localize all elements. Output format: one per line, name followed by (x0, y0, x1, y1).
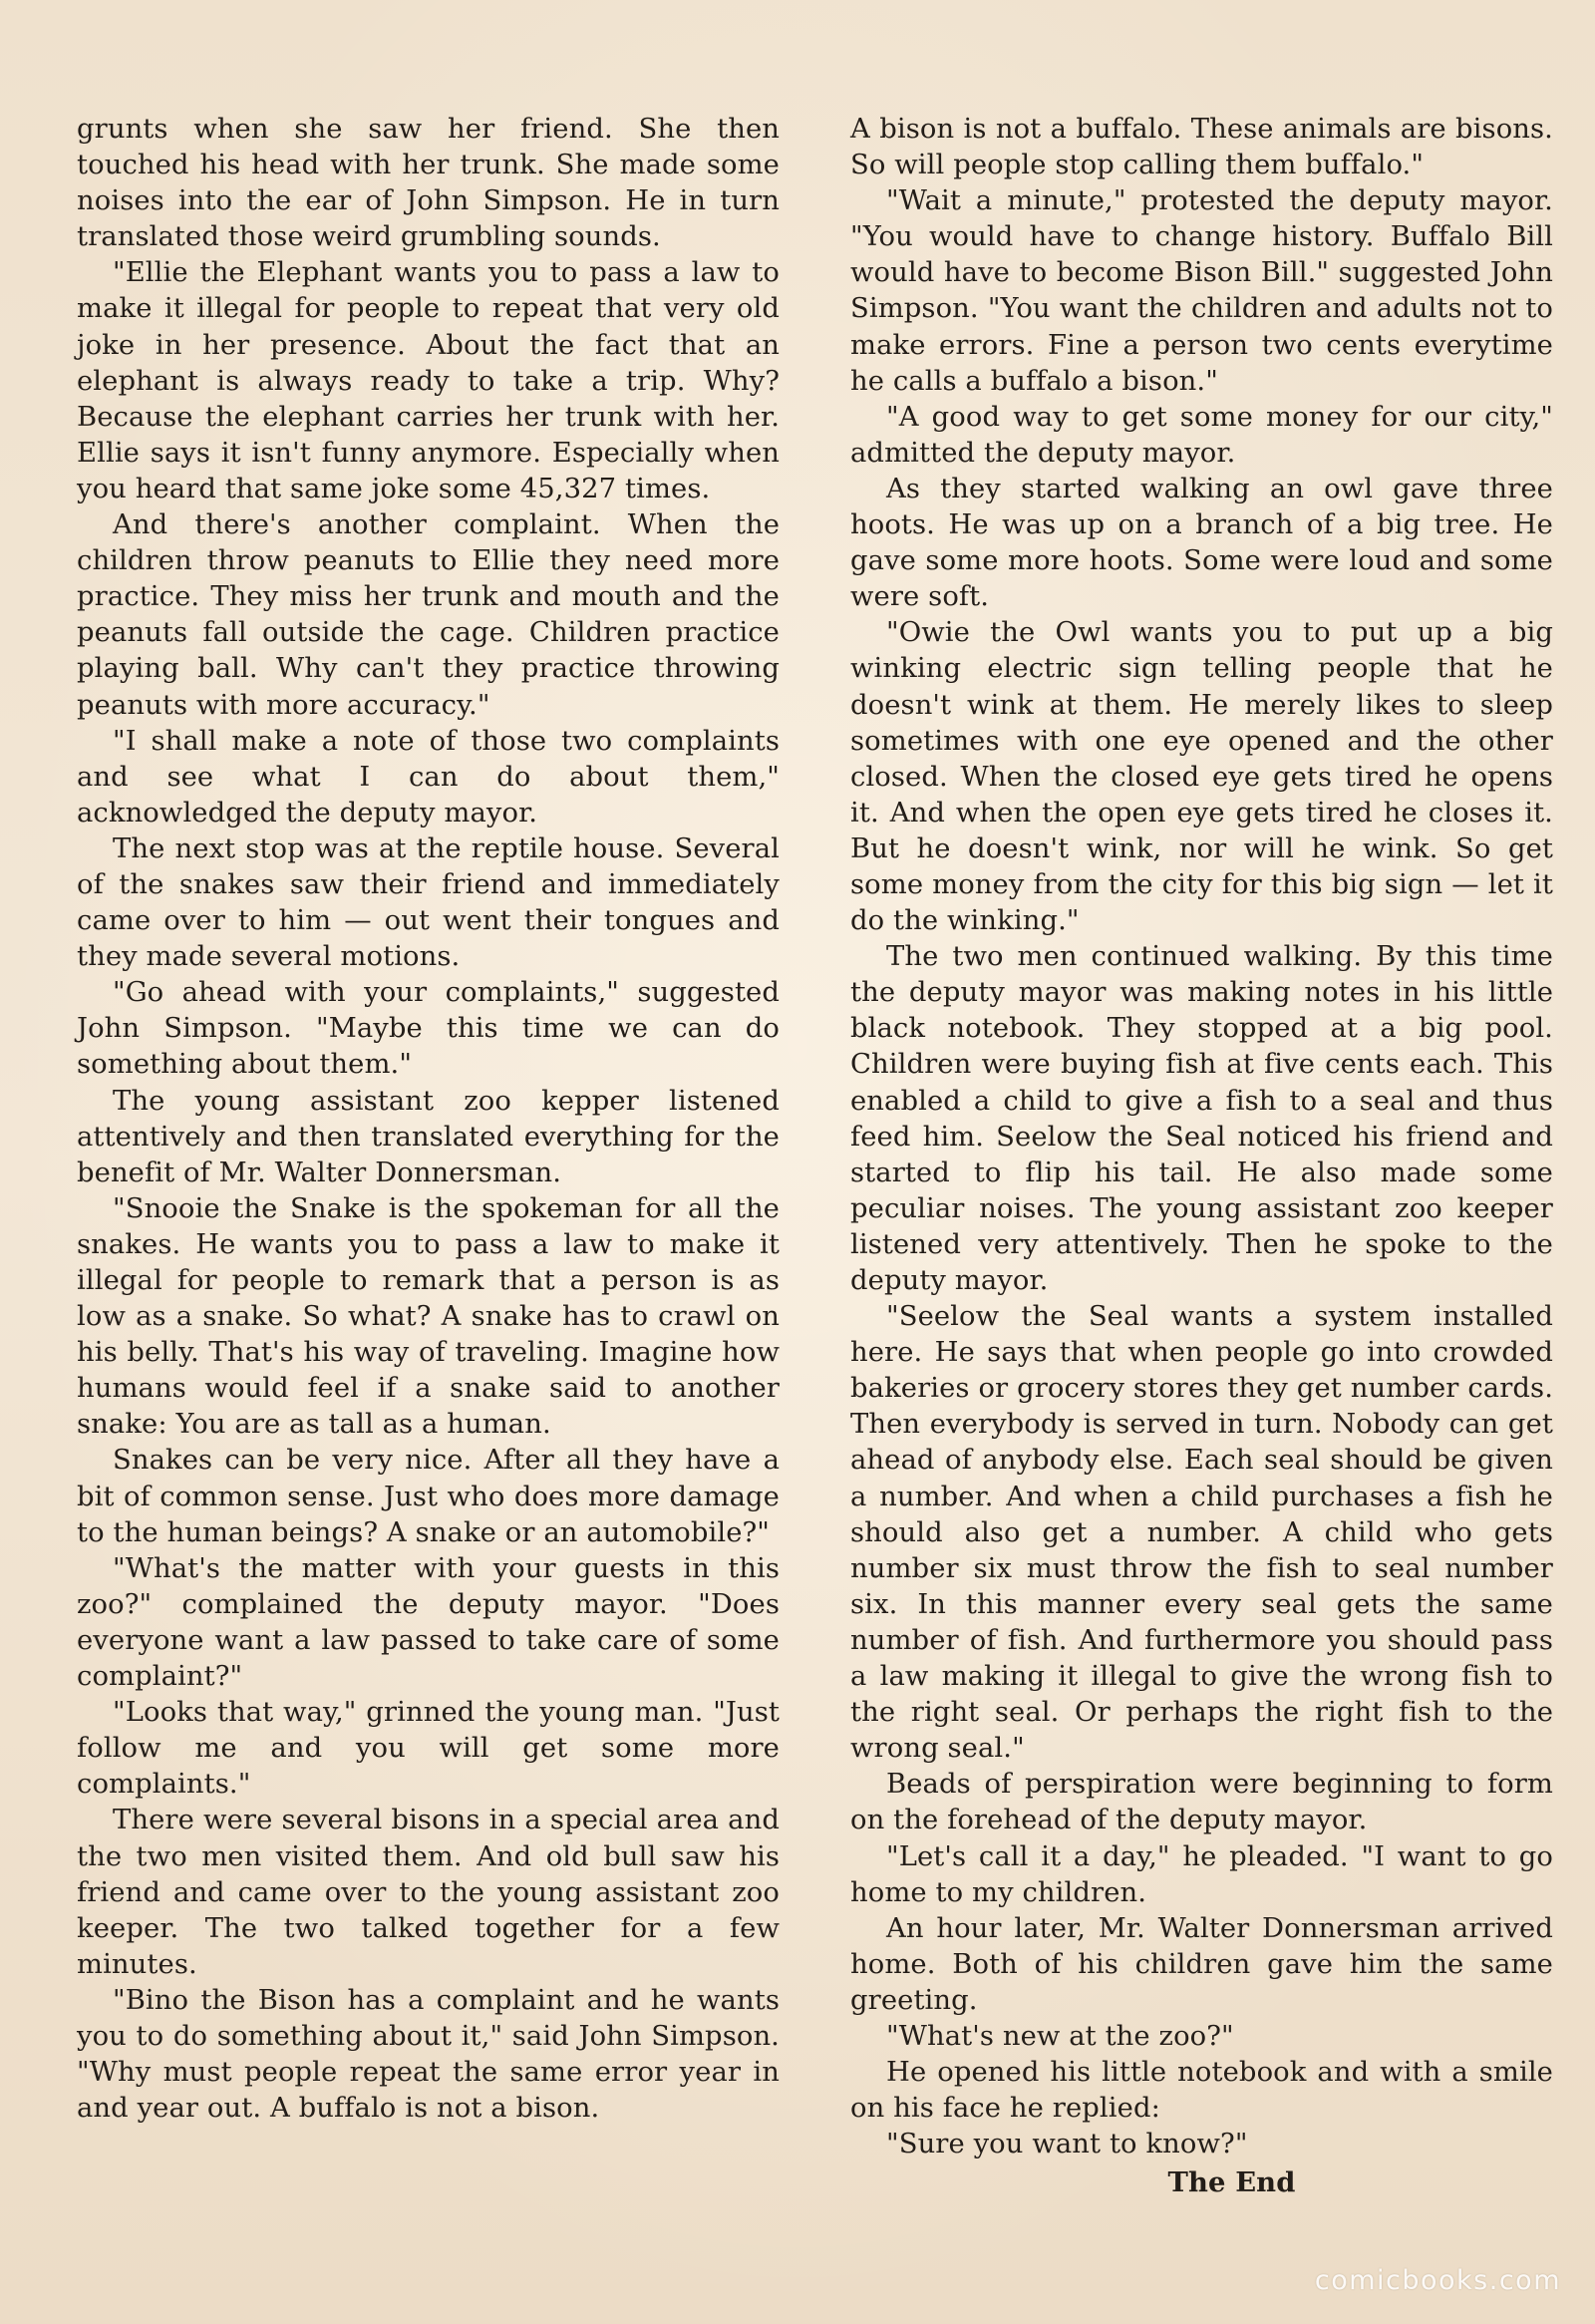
paragraph: grunts when she saw her friend. She then touched his head with her trunk. She made some noises into the ear of John Simpson. He in turn translated those weird grumbling sounds. (77, 114, 780, 253)
end-label: The End (1167, 2166, 1296, 2199)
paragraph: There were several bisons in a special area and the two men visited them. And old bull saw his friend and came over to the young assistant zoo keeper. The two talked together for a few minutes. (77, 1805, 780, 1980)
paragraph: "Go ahead with your complaints," suggested John Simpson. "Maybe this time we can do something about them." (77, 977, 780, 1081)
paragraph: The next stop was at the reptile house. Several of the snakes saw their friend and immediately came over to him — out went their tongues and they made several motions. (77, 832, 780, 973)
paragraph: An hour later, Mr. Walter Donnersman arrived home. Both of his children gave him the same greeting. (850, 1912, 1553, 2016)
paragraph: Beads of perspiration were beginning to form on the forehead of the deputy mayor. (850, 1769, 1553, 1836)
paragraph: "Wait a minute," protested the deputy mayor. "You would have to change history. Buffalo Bill would have to become Bison Bill." suggested John Simpson. "You want the children and adults not to make errors. Fine a person two cents everytime he calls a buffalo a bison." (850, 185, 1553, 397)
paragraph: And there's another complaint. When the children throw peanuts to Ellie they need more practice. They miss her trunk and mouth and the peanuts fall outside the cage. Children practice playing ball. Why can't they practice throwing peanuts with more accuracy." (77, 509, 780, 721)
paragraph: Snakes can be very nice. After all they have a bit of common sense. Just who does more damage to the human beings? A snake or an automobile?" (77, 1445, 780, 1548)
paragraph: "What's new at the zoo?" (886, 2020, 1234, 2052)
paragraph: "Looks that way," grinned the young man. "Just follow me and you will get some more complaints." (77, 1697, 780, 1801)
paragraph: "Let's call it a day," he pleaded. "I want to go home to my children. (850, 1840, 1553, 1908)
paragraph: He opened his little notebook and with a smile on his face he replied: (850, 2057, 1553, 2125)
paragraph: "Seelow the Seal wants a system installed here. He says that when people go into crowded bakeries or grocery stores they get number cards. Then everybody is served in turn. Nobody can get ahead of anybody else. Each seal should be given a number. And when a child purchases a fish he should also get a number. A child who gets number six must throw the fish to seal number six. In this manner every seal gets the same number of fish. And furthermore you should pass a law making it illegal to give the wrong fish to the right seal. Or perhaps the right fish to the wrong seal." (850, 1301, 1553, 1765)
left-text-column (77, 112, 780, 2127)
paragraph: "Snooie the Snake is the spokeman for all the snakes. He wants you to pass a law to make it illegal for people to remark that a person is as low as a snake. So what? A snake has to crawl on his belly. That's his way of traveling. Imagine how humans would feel if a snake said to another snake: You are as tall as a human. (77, 1192, 780, 1441)
paragraph: The young assistant zoo kepper listened attentively and then translated everything for the benefit of Mr. Walter Donnersman. (77, 1085, 780, 1188)
paragraph: "Ellie the Elephant wants you to pass a law to make it illegal for people to repeat that very old joke in her presence. About the fact that an elephant is always ready to take a trip. Why? Because the elephant carries her trunk with her. Ellie says it isn't funny anymore. Especially when you heard that same joke some 45,327 times. (77, 257, 780, 504)
paragraph: "Bino the Bison has a complaint and he wants you to do something about it," said John Simpson. "Why must people repeat the same error year in and year out. A buffalo is not a bison. (77, 1984, 780, 2125)
paragraph: "I shall make a note of those two complaints and see what I can do about them," acknowledged the deputy mayor. (77, 725, 780, 829)
right-text-column (850, 112, 1553, 2200)
paragraph: "Owie the Owl wants you to put up a big winking electric sign telling people that he doesn't wink at them. He merely likes to sleep sometimes with one eye opened and the other closed. When the closed eye gets tired he opens it. And when the open eye gets tired he closes it. But he doesn't wink, nor will he wink. So get some money from the city for this big sign — let it do the winking." (850, 617, 1553, 937)
paragraph: "A good way to get some money for our city," admitted the deputy mayor. (850, 401, 1553, 469)
paragraph: A bison is not a buffalo. These animals are bisons. So will people stop calling them buffalo." (850, 114, 1553, 181)
watermark: comicbooks.com (1314, 2265, 1561, 2296)
paragraph: The two men continued walking. By this time the deputy mayor was making notes in his little black notebook. They stopped at a big pool. Children were buying fish at five cents each. This enabled a child to give a fish to a seal and thus feed him. Seelow the Seal noticed his friend and started to flip his tail. He also made some peculiar noises. The young assistant zoo keeper listened very attentively. Then he spoke to the deputy mayor. (850, 941, 1553, 1296)
paragraph: "Sure you want to know?" (886, 2129, 1248, 2160)
paragraph: "What's the matter with your guests in this zoo?" complained the deputy mayor. "Does everyone want a law passed to take care of some complaint?" (77, 1552, 780, 1693)
paragraph: As they started walking an owl gave three hoots. He was up on a branch of a big tree. He gave some more hoots. Some were loud and some were soft. (850, 473, 1553, 613)
